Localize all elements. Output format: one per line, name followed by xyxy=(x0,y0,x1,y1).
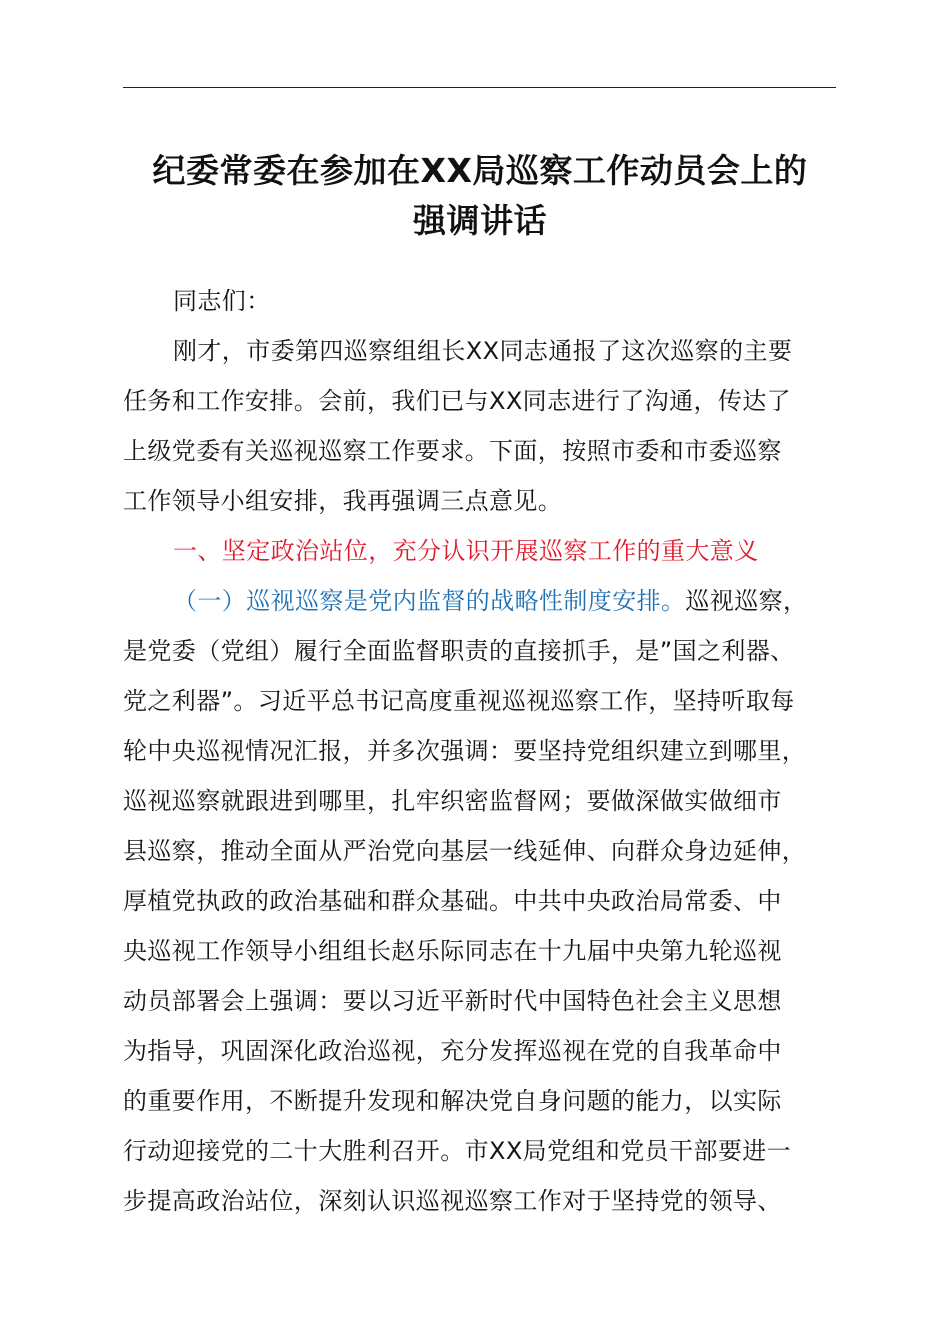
paragraph-line: 工作领导小组安排，我再强调三点意见。 xyxy=(123,487,563,515)
document-body xyxy=(123,276,863,1226)
subsection-line xyxy=(123,576,863,626)
title-line: 强调讲话 xyxy=(413,201,547,240)
subsection-heading: （一）巡视巡察是党内监督的战略性制度安排。 xyxy=(173,587,686,615)
document-title xyxy=(100,146,860,246)
paragraph-line: 动员部署会上强调：要以习近平新时代中国特色社会主义思想 xyxy=(123,987,782,1015)
title-line: 纪委常委在参加在XX局巡察工作动员会上的 xyxy=(152,151,808,190)
paragraph-line: 巡视巡察就跟进到哪里，扎牢织密监督网；要做深做实做细市 xyxy=(123,787,782,815)
paragraph-line: 为指导，巩固深化政治巡视，充分发挥巡视在党的自我革命中 xyxy=(123,1037,782,1065)
paragraph-line: 党之利器”。习近平总书记高度重视巡视巡察工作，坚持听取每 xyxy=(123,687,795,715)
paragraph-line: 上级党委有关巡视巡察工作要求。下面，按照市委和市委巡察 xyxy=(123,437,782,465)
paragraph-line: 县巡察，推动全面从严治党向基层一线延伸、向群众身边延伸， xyxy=(123,837,807,865)
paragraph-line: 的重要作用，不断提升发现和解决党自身问题的能力，以实际 xyxy=(123,1087,782,1115)
header-rule xyxy=(123,87,836,88)
paragraph-line: 厚植党执政的政治基础和群众基础。中共中央政治局常委、中 xyxy=(123,887,782,915)
salutation: 同志们： xyxy=(173,287,271,315)
paragraph-line: 是党委（党组）履行全面监督职责的直接抓手，是”国之利器、 xyxy=(123,637,795,665)
paragraph-line: 任务和工作安排。会前，我们已与XX同志进行了沟通，传达了 xyxy=(123,387,792,415)
paragraph-line: 刚才，市委第四巡察组组长XX同志通报了这次巡察的主要 xyxy=(173,337,793,365)
paragraph-text: 巡视巡察， xyxy=(685,587,808,615)
paragraph-line: 央巡视工作领导小组组长赵乐际同志在十九届中央第九轮巡视 xyxy=(123,937,782,965)
paragraph-line: 行动迎接党的二十大胜利召开。市XX局党组和党员干部要进一 xyxy=(123,1137,792,1165)
paragraph-line: 轮中央巡视情况汇报，并多次强调：要坚持党组织建立到哪里， xyxy=(123,737,807,765)
section-heading: 一、坚定政治站位，充分认识开展巡察工作的重大意义 xyxy=(173,537,759,565)
paragraph-line: 步提高政治站位，深刻认识巡视巡察工作对于坚持党的领导、 xyxy=(123,1187,782,1215)
